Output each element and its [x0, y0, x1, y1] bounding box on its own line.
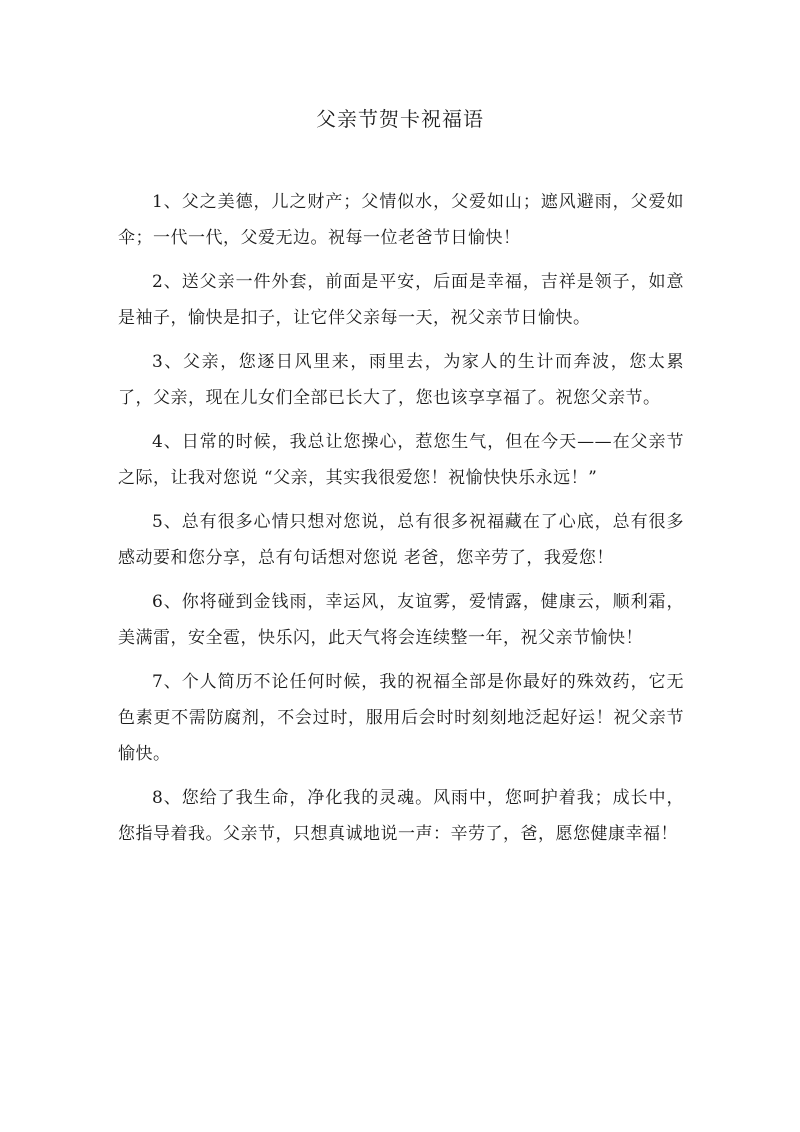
paragraph-8: 8、您给了我生命，净化我的灵魂。风雨中，您呵护着我；成长中，您指导着我。父亲节，只想真诚地说一声：辛劳了，爸，愿您健康幸福！ — [118, 788, 684, 844]
paragraph-3: 3、父亲，您逐日风里来，雨里去，为家人的生计而奔波，您太累了，父亲，现在儿女们全部已长大了，您也该享享福了。祝您父亲节。 — [118, 352, 684, 408]
document-title: 父亲节贺卡祝福语 — [316, 107, 484, 131]
paragraph-5: 5、总有很多心情只想对您说，总有很多祝福藏在了心底，总有很多感动要和您分享，总有句话想对您说 老爸，您辛劳了，我爱您！ — [118, 512, 684, 568]
paragraph-6: 6、你将碰到金钱雨，幸运风，友谊雾，爱情露，健康云，顺利霜，美满雷，安全雹，快乐闪，此天气将会连续整一年，祝父亲节愉快！ — [118, 592, 684, 648]
paragraph-2: 2、送父亲一件外套，前面是平安，后面是幸福，吉祥是领子，如意是袖子，愉快是扣子，让它伴父亲每一天，祝父亲节日愉快。 — [118, 272, 684, 328]
paragraph-1: 1、父之美德，儿之财产；父情似水，父爱如山；遮风避雨，父爱如伞；一代一代，父爱无边。祝每一位老爸节日愉快！ — [118, 192, 684, 248]
paragraph-4: 4、日常的时候，我总让您操心，惹您生气，但在今天——在父亲节之际，让我对您说 “父亲，其实我很爱您！祝愉快快乐永远！” — [118, 432, 684, 488]
paragraph-7: 7、个人简历不论任何时候，我的祝福全部是你最好的殊效药，它无色素更不需防腐剂，不会过时，服用后会时时刻刻地泛起好运！祝父亲节愉快。 — [118, 672, 684, 764]
document-body — [118, 184, 684, 860]
